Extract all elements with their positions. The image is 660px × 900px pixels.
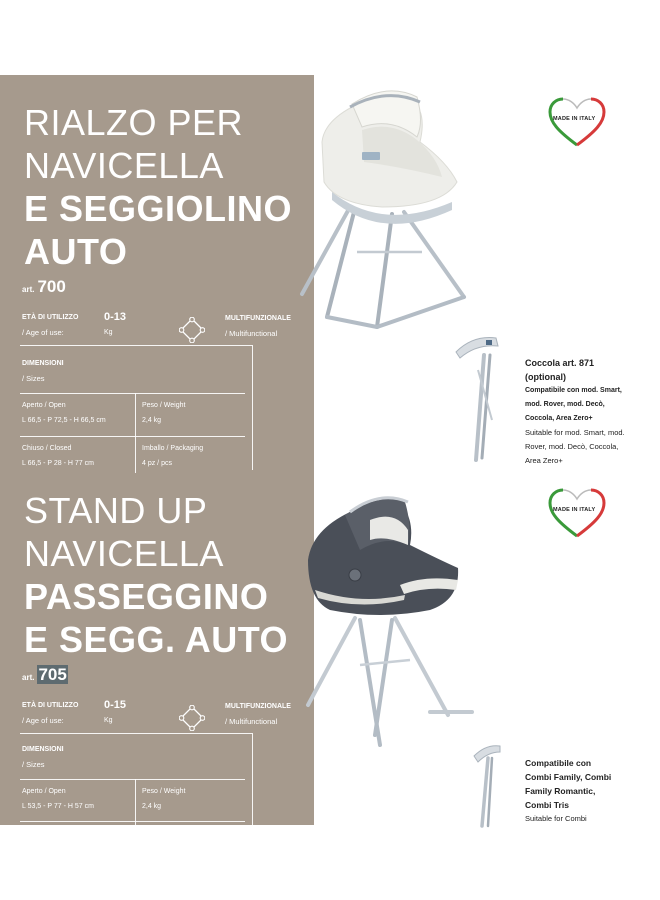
divider — [20, 345, 252, 346]
caption-line: Coccola, Area Zero+ — [525, 415, 593, 422]
open-label: Aperto / Open — [22, 402, 66, 409]
multi-label: MULTIFUNZIONALE — [225, 703, 291, 710]
caption-subtitle: (optional) — [525, 372, 566, 382]
multifunction-icon — [179, 317, 205, 343]
article-number — [22, 665, 68, 685]
caption-title: Coccola art. 871 — [525, 358, 595, 368]
title-line-bold: PASSEGGINO — [24, 576, 269, 617]
divider — [135, 393, 136, 473]
divider — [20, 733, 252, 734]
title-line-bold: AUTO — [24, 231, 128, 272]
caption-coccola — [525, 356, 625, 468]
title-line-bold: E SEGG. AUTO — [24, 619, 289, 660]
open-value: L 66,5 - P 72,5 - H 66,5 cm — [22, 417, 106, 424]
divider — [20, 821, 245, 822]
caption-line: Rover, mod. Decò, Coccola, — [525, 442, 619, 451]
caption-line: Suitable for Combi — [525, 814, 587, 823]
weight-label: Peso / Weight — [142, 788, 186, 795]
caption-line: Combi Tris — [525, 800, 569, 810]
divider — [135, 779, 136, 825]
title-line: RIALZO PER — [24, 102, 244, 143]
age-value: 0-15 — [104, 699, 127, 711]
closed-value: L 66,5 - P 28 - H 77 cm — [22, 460, 94, 467]
caption-line: Family Romantic, — [525, 786, 596, 796]
multifunction-icon — [179, 705, 205, 731]
age-label: ETÀ DI UTILIZZO — [22, 314, 79, 321]
weight-value: 2,4 kg — [142, 803, 162, 810]
dim-sub: / Sizes — [22, 374, 45, 383]
caption-line: Suitable for mod. Smart, mod. — [525, 428, 625, 437]
art-label: art. — [22, 673, 35, 682]
dim-label: DIMENSIONI — [22, 746, 64, 753]
age-unit: Kg — [104, 717, 113, 724]
accessory-image — [448, 330, 508, 470]
caption-line: Compatibile con — [525, 758, 592, 768]
multi-sub: / Multifunctional — [225, 329, 278, 338]
title-line: NAVICELLA — [24, 533, 224, 574]
accessory-image — [462, 738, 510, 828]
caption-line: mod. Rover, mod. Decò, — [525, 401, 605, 408]
dark-bassinet-stand-image — [300, 490, 480, 752]
pack-value: 4 pz / pcs — [142, 460, 172, 467]
age-unit: Kg — [104, 329, 113, 336]
article-number — [22, 277, 66, 297]
age-sub: / Age of use: — [22, 716, 64, 725]
weight-label: Peso / Weight — [142, 402, 186, 409]
badge-text: MADE IN ITALY — [553, 116, 596, 122]
dim-label: DIMENSIONI — [22, 360, 64, 367]
art-number: 700 — [37, 277, 66, 296]
weight-value: 2,4 kg — [142, 417, 162, 424]
multi-label: MULTIFUNZIONALE — [225, 315, 291, 322]
product-panel — [0, 75, 314, 825]
made-in-italy-badge — [548, 97, 606, 149]
made-in-italy-badge — [548, 488, 606, 540]
art-number: 705 — [38, 665, 67, 684]
title-line-bold: E SEGGIOLINO — [24, 188, 293, 229]
title-line: STAND UP — [24, 490, 208, 531]
closed-label: Chiuso / Closed — [22, 445, 72, 452]
pack-label: Imballo / Packaging — [142, 445, 204, 452]
divider — [252, 733, 253, 825]
open-label: Aperto / Open — [22, 788, 66, 795]
multi-sub: / Multifunctional — [225, 717, 278, 726]
caption-combi — [525, 756, 611, 826]
divider — [20, 393, 245, 394]
caption-line: Combi Family, Combi — [525, 772, 612, 782]
dim-sub: / Sizes — [22, 760, 45, 769]
caption-line: Compatibile con mod. Smart, — [525, 387, 622, 394]
divider — [20, 436, 245, 437]
art-label: art. — [22, 285, 35, 294]
divider — [20, 779, 245, 780]
divider — [252, 345, 253, 470]
age-sub: / Age of use: — [22, 328, 64, 337]
age-label: ETÀ DI UTILIZZO — [22, 702, 79, 709]
title-line: NAVICELLA — [24, 145, 224, 186]
open-value: L 53,5 - P 77 - H 57 cm — [22, 803, 94, 810]
caption-line: Area Zero+ — [525, 456, 563, 465]
age-value: 0-13 — [104, 311, 127, 323]
badge-text: MADE IN ITALY — [553, 507, 596, 513]
bassinet-stand-image — [292, 82, 482, 337]
